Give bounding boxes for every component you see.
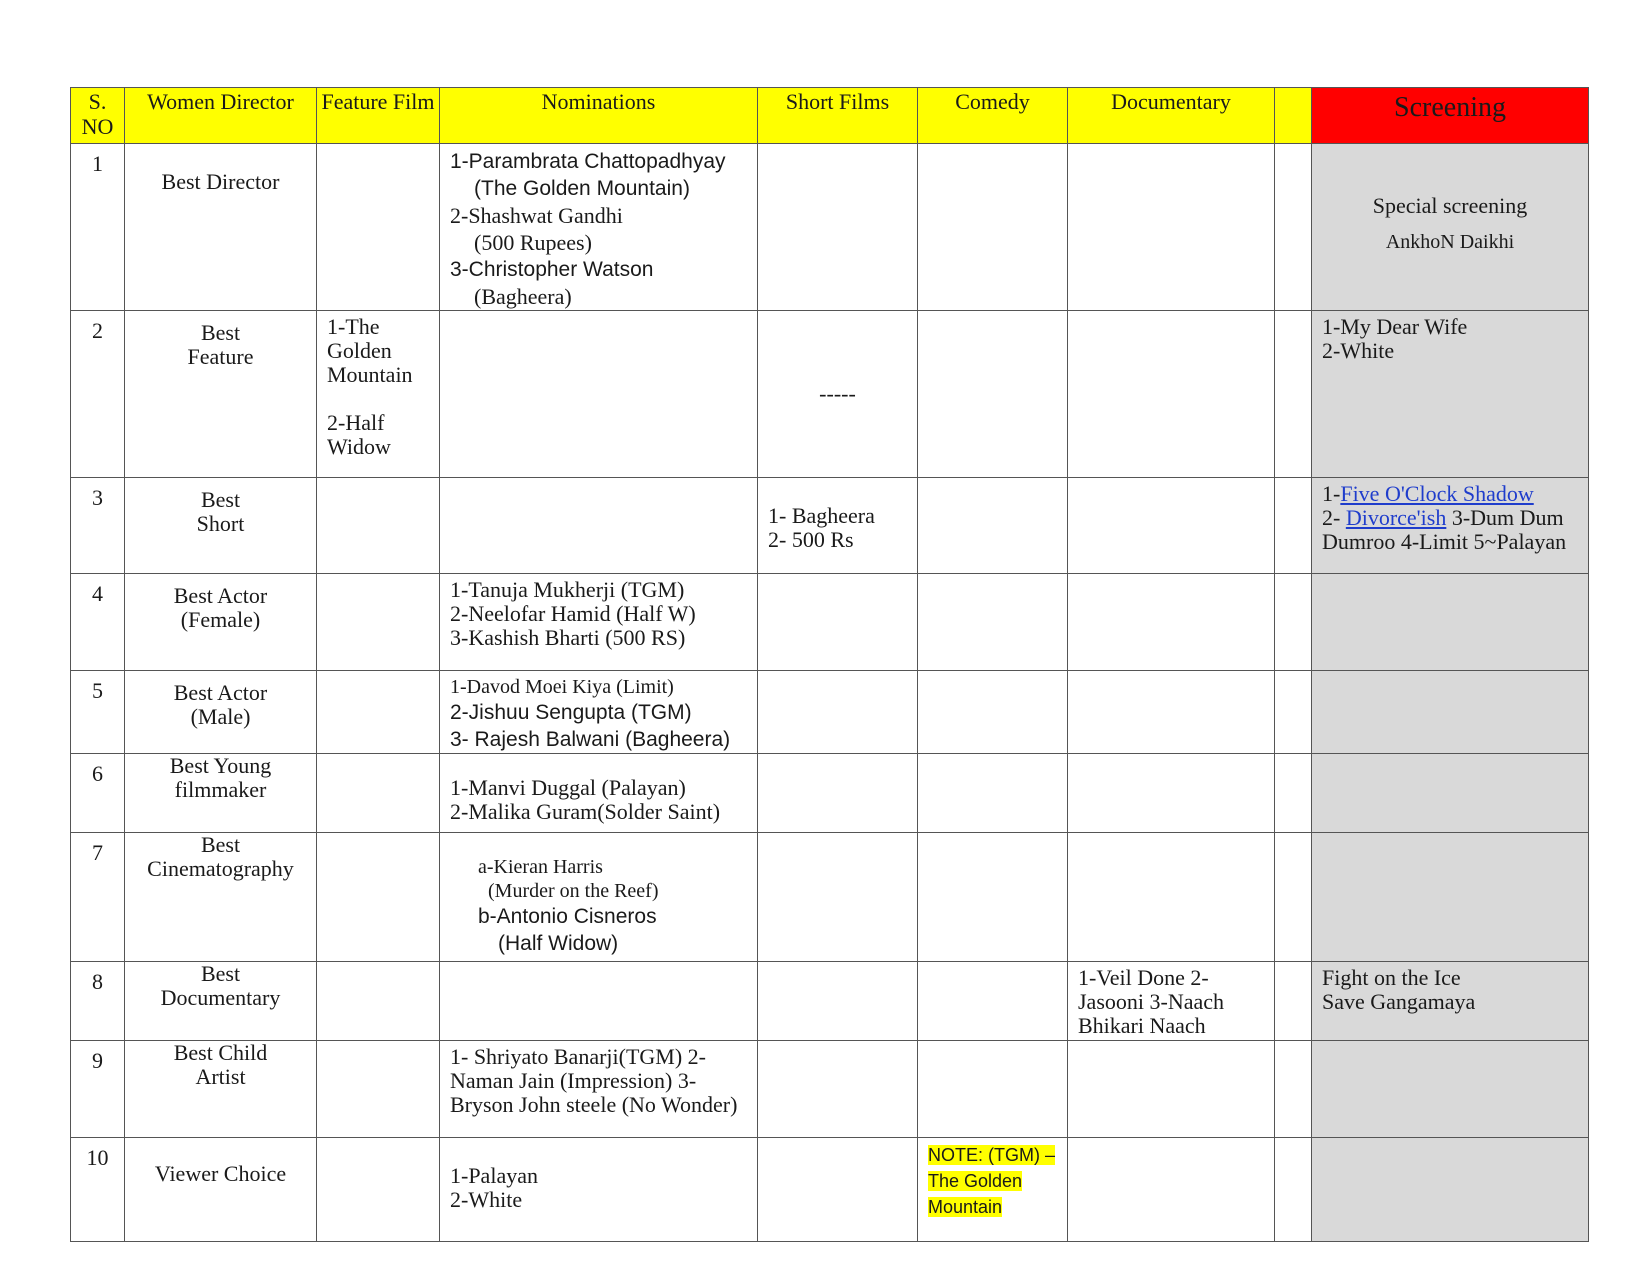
nomination-item: 1-Palayan xyxy=(450,1163,538,1188)
short-film-item: 1- Bagheera xyxy=(768,503,875,528)
category-cell xyxy=(125,1138,317,1242)
nomination-item: 1-Tanuja Mukherji (TGM) xyxy=(450,577,685,602)
comedy-cell xyxy=(918,754,1068,833)
screening-item: Fight on the Ice xyxy=(1322,965,1461,990)
screening-link[interactable]: Five O'Clock Shadow xyxy=(1340,481,1534,506)
documentary-cell xyxy=(1068,1041,1275,1138)
category-label: Best Cinematography xyxy=(147,832,294,881)
feature-cell xyxy=(317,1138,440,1242)
nominations-cell xyxy=(440,833,758,962)
documentary-cell xyxy=(1068,311,1275,478)
comedy-cell xyxy=(918,1138,1068,1242)
nomination-item: 2-Jishuu Sengupta (TGM) xyxy=(450,701,692,724)
screening-item: 2-White xyxy=(1322,338,1395,363)
header-comedy: Comedy xyxy=(918,88,1068,144)
nomination-item: 3-Kashish Bharti (500 RS) xyxy=(450,625,686,650)
short-films-placeholder: ----- xyxy=(819,381,856,406)
feature-item: 2-Half Widow xyxy=(327,410,391,459)
short-films-cell xyxy=(758,574,918,671)
feature-cell xyxy=(317,833,440,962)
category-cell xyxy=(125,754,317,833)
feature-cell xyxy=(317,671,440,754)
category-label: Best Director xyxy=(161,169,280,194)
screening-cell xyxy=(1312,311,1589,478)
comedy-cell xyxy=(918,478,1068,574)
feature-cell xyxy=(317,962,440,1041)
screening-link[interactable]: Divorce'ish xyxy=(1345,505,1447,530)
documentary-cell xyxy=(1068,144,1275,311)
table-row xyxy=(71,754,1589,833)
documentary-cell xyxy=(1068,478,1275,574)
feature-cell xyxy=(317,754,440,833)
blank-cell xyxy=(1275,574,1312,671)
nomination-item: 2-Shashwat Gandhi xyxy=(450,203,623,228)
nomination-item: 2-Neelofar Hamid (Half W) xyxy=(450,601,696,626)
category-cell xyxy=(125,478,317,574)
screening-prefix: 2- xyxy=(1322,505,1346,530)
feature-cell xyxy=(317,478,440,574)
nominations-cell xyxy=(440,478,758,574)
blank-cell xyxy=(1275,311,1312,478)
screening-cell xyxy=(1312,754,1589,833)
header-feature-film: Feature Film xyxy=(317,88,440,144)
category-cell xyxy=(125,574,317,671)
row-number: 9 xyxy=(71,1041,125,1138)
category-label: Best Actor (Male) xyxy=(173,680,268,729)
documentary-cell xyxy=(1068,574,1275,671)
nominations-cell xyxy=(440,144,758,311)
row-number: 3 xyxy=(71,478,125,574)
category-cell xyxy=(125,833,317,962)
nominations-cell xyxy=(440,574,758,671)
feature-cell xyxy=(317,574,440,671)
comedy-cell xyxy=(918,1041,1068,1138)
table-row xyxy=(71,144,1589,311)
feature-item: 1-The Golden Mountain xyxy=(327,314,413,387)
table-row xyxy=(71,311,1589,478)
blank-cell xyxy=(1275,144,1312,311)
table-row xyxy=(71,671,1589,754)
row-number: 1 xyxy=(71,144,125,311)
comedy-cell xyxy=(918,833,1068,962)
table-row xyxy=(71,833,1589,962)
nominations-cell xyxy=(440,754,758,833)
header-row xyxy=(71,88,1589,144)
category-label: Best Child Artist xyxy=(173,1040,268,1089)
nomination-list: 1- Shriyato Banarji(TGM) 2-Naman Jain (Impression) 3-Bryson John steele (No Wonder) xyxy=(450,1044,738,1117)
nominations-cell xyxy=(440,962,758,1041)
screening-cell xyxy=(1312,574,1589,671)
nomination-item: 2-Malika Guram(Solder Saint) xyxy=(450,799,721,824)
feature-cell xyxy=(317,1041,440,1138)
row-number: 7 xyxy=(71,833,125,962)
nomination-item: 2-White xyxy=(450,1187,523,1212)
comedy-cell xyxy=(918,311,1068,478)
documentary-cell xyxy=(1068,833,1275,962)
screening-text: 3-Dum Dum Dumroo 4-Limit 5~Palayan xyxy=(1322,505,1567,554)
table-row xyxy=(71,478,1589,574)
header-women-director: Women Director xyxy=(125,88,317,144)
category-label: Best Actor (Female) xyxy=(173,583,268,632)
screening-cell xyxy=(1312,671,1589,754)
nomination-item: a-Kieran Harris xyxy=(478,856,603,878)
screening-cell xyxy=(1312,962,1589,1041)
comedy-cell xyxy=(918,962,1068,1041)
comedy-cell xyxy=(918,671,1068,754)
header-screening: Screening xyxy=(1312,88,1589,144)
row-number: 10 xyxy=(71,1138,125,1242)
nomination-item: 1-Parambrata Chattopadhyay xyxy=(450,150,726,173)
table-row xyxy=(71,1138,1589,1242)
nomination-film: (Bagheera) xyxy=(474,284,572,309)
screening-item: Special screening xyxy=(1372,193,1528,218)
documentary-cell xyxy=(1068,1138,1275,1242)
header-sno: S. NO xyxy=(71,88,125,144)
nominations-cell xyxy=(440,311,758,478)
nomination-item: 3- Rajesh Balwani (Bagheera) xyxy=(450,728,731,751)
category-cell xyxy=(125,144,317,311)
feature-cell xyxy=(317,144,440,311)
category-label: Best Documentary xyxy=(160,961,281,1010)
category-cell xyxy=(125,1041,317,1138)
short-films-cell xyxy=(758,1138,918,1242)
nomination-item: b-Antonio Cisneros xyxy=(478,905,657,928)
short-films-cell xyxy=(758,671,918,754)
nomination-item: 1-Davod Moei Kiya (Limit) xyxy=(450,676,674,698)
short-films-cell xyxy=(758,754,918,833)
blank-cell xyxy=(1275,671,1312,754)
screening-item: 1-My Dear Wife xyxy=(1322,314,1468,339)
nomination-film: (500 Rupees) xyxy=(474,230,592,255)
blank-cell xyxy=(1275,1138,1312,1242)
row-number: 5 xyxy=(71,671,125,754)
short-films-cell xyxy=(758,962,918,1041)
note-highlight: NOTE: (TGM) – The Golden Mountain xyxy=(928,1145,1055,1217)
nominations-cell xyxy=(440,1041,758,1138)
category-label: Best Feature xyxy=(187,320,254,369)
documentary-cell xyxy=(1068,754,1275,833)
nominations-cell xyxy=(440,671,758,754)
table-row xyxy=(71,962,1589,1041)
row-number: 6 xyxy=(71,754,125,833)
documentary-list: 1-Veil Done 2-Jasooni 3-Naach Bhikari Naach xyxy=(1078,965,1225,1038)
short-films-cell xyxy=(758,833,918,962)
blank-cell xyxy=(1275,478,1312,574)
screening-cell xyxy=(1312,1041,1589,1138)
nomination-film: (The Golden Mountain) xyxy=(474,177,690,200)
screening-cell xyxy=(1312,478,1589,574)
awards-table xyxy=(70,87,1589,1242)
row-number: 8 xyxy=(71,962,125,1041)
screening-prefix: 1- xyxy=(1322,481,1341,506)
table-row xyxy=(71,574,1589,671)
row-number: 4 xyxy=(71,574,125,671)
blank-cell xyxy=(1275,833,1312,962)
blank-cell xyxy=(1275,754,1312,833)
table-row xyxy=(71,1041,1589,1138)
feature-cell xyxy=(317,311,440,478)
comedy-cell xyxy=(918,144,1068,311)
header-blank xyxy=(1275,88,1312,144)
screening-cell xyxy=(1312,144,1589,311)
row-number: 2 xyxy=(71,311,125,478)
category-cell xyxy=(125,311,317,478)
screening-item: Save Gangamaya xyxy=(1322,989,1476,1014)
short-films-cell xyxy=(758,144,918,311)
documentary-cell xyxy=(1068,962,1275,1041)
nomination-item: 3-Christopher Watson xyxy=(450,258,654,281)
blank-cell xyxy=(1275,962,1312,1041)
nominations-cell xyxy=(440,1138,758,1242)
nomination-film: (Murder on the Reef) xyxy=(488,880,659,902)
category-label: Best Young filmmaker xyxy=(169,753,272,802)
short-films-cell xyxy=(758,1041,918,1138)
category-label: Viewer Choice xyxy=(154,1161,287,1186)
short-film-item: 2- 500 Rs xyxy=(768,527,854,552)
short-films-cell xyxy=(758,311,918,478)
screening-cell xyxy=(1312,833,1589,962)
header-documentary: Documentary xyxy=(1068,88,1275,144)
nomination-film: (Half Widow) xyxy=(498,932,619,955)
screening-cell xyxy=(1312,1138,1589,1242)
category-cell xyxy=(125,962,317,1041)
header-nominations: Nominations xyxy=(440,88,758,144)
header-short-films: Short Films xyxy=(758,88,918,144)
documentary-cell xyxy=(1068,671,1275,754)
screening-item: AnkhoN Daikhi xyxy=(1385,231,1515,253)
category-cell xyxy=(125,671,317,754)
nomination-item: 1-Manvi Duggal (Palayan) xyxy=(450,775,686,800)
short-films-cell xyxy=(758,478,918,574)
blank-cell xyxy=(1275,1041,1312,1138)
category-label: Best Short xyxy=(196,487,245,536)
comedy-cell xyxy=(918,574,1068,671)
